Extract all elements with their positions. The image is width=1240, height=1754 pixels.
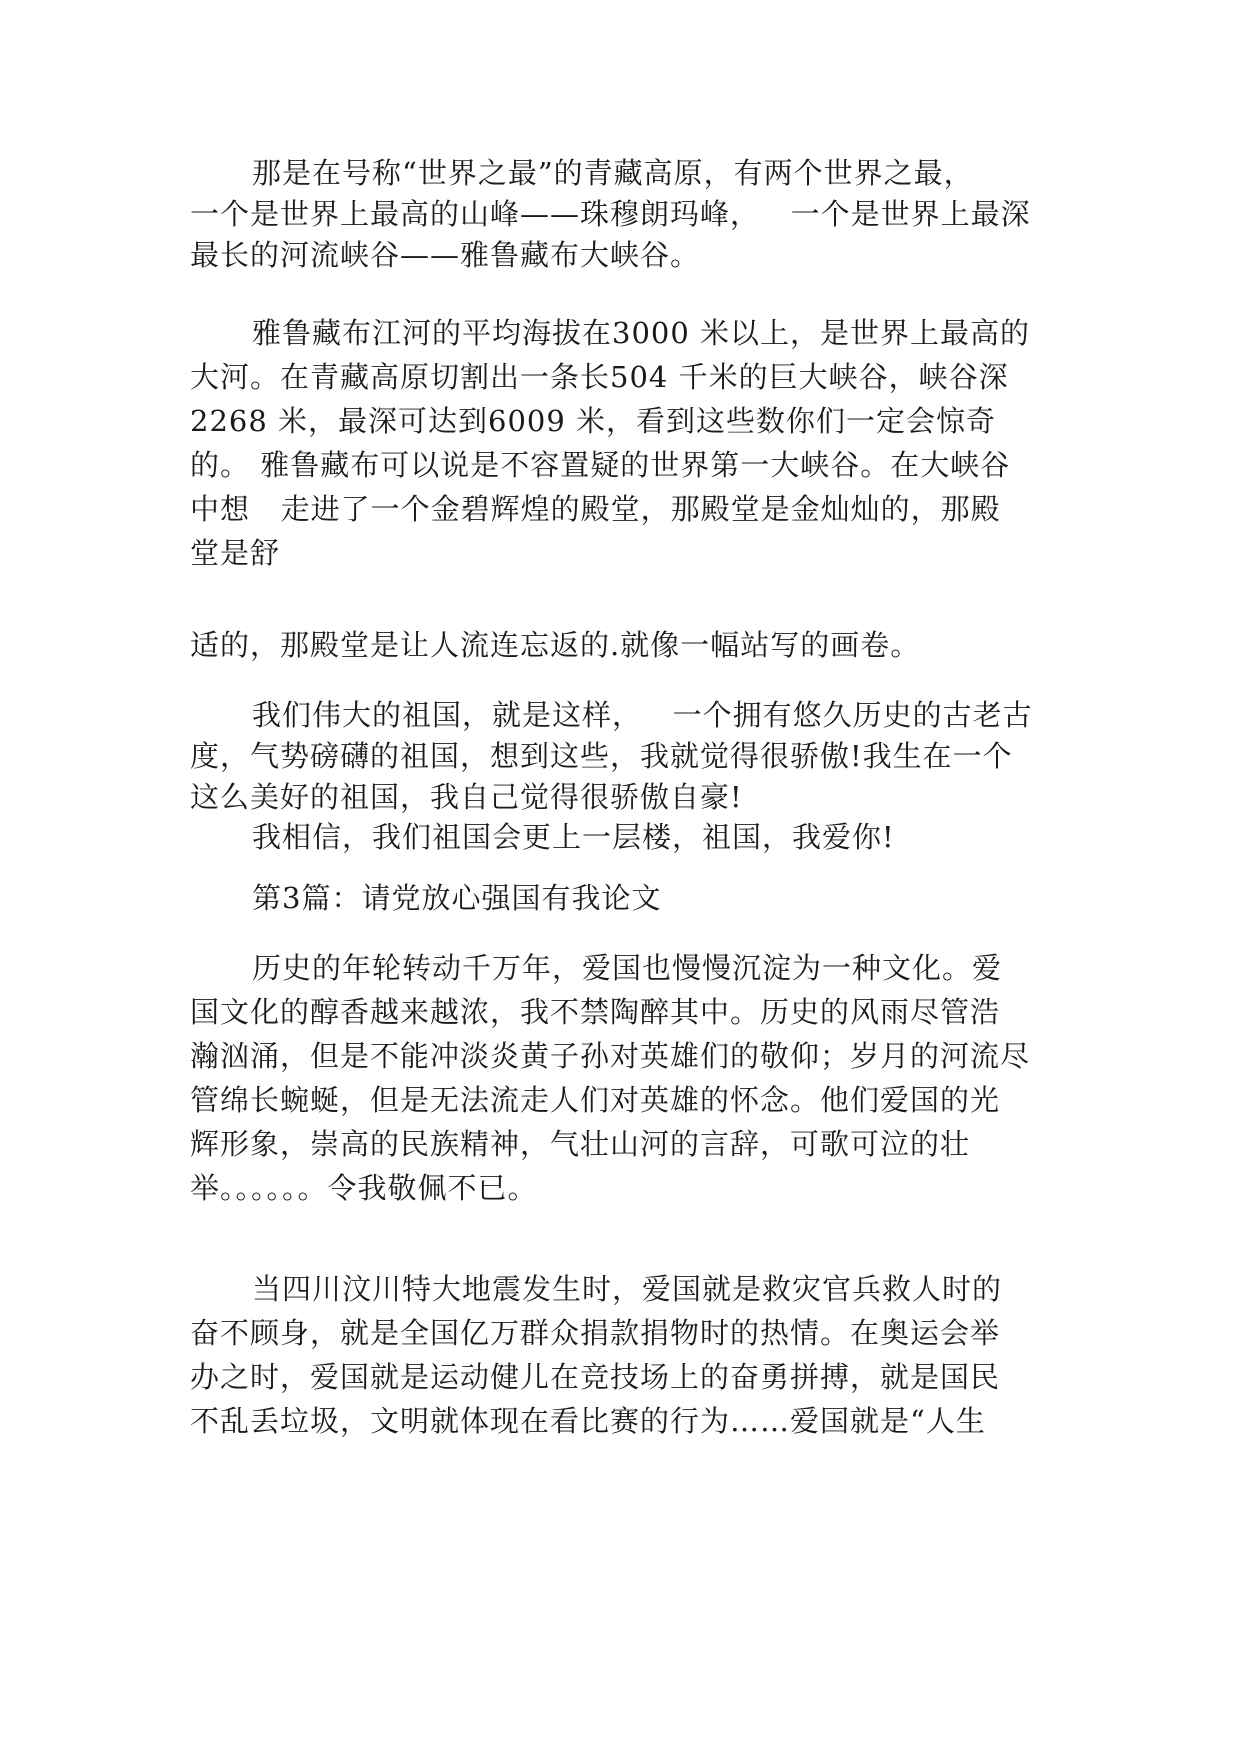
paragraph-qinghai-tibet [190,153,1070,276]
paragraph-motherland [190,695,1070,818]
text-line: 管绵长蜿蜒，但是无法流走人们对英雄的怀念。他们爱国的光 [190,1083,1001,1117]
text-line: 这么美好的祖国，我自己觉得很骄傲自豪! [190,780,743,814]
paragraph-yarlung-tsangpo [190,311,1070,575]
paragraph-wenchuan [190,1267,1070,1443]
text-line: 举。。。。。。令我敬佩不已。 [190,1171,538,1205]
text-line: 堂是舒 [190,536,281,570]
text-line: 我相信，我们祖国会更上一层楼，祖国，我爱你! [252,820,895,854]
text-line: 当四川汶川特大地震发生时，爱国就是救灾官兵救人时的 [252,1272,1003,1306]
section-heading [190,878,1070,919]
text-line: 适的，那殿堂是让人流连忘返的.就像一幅站写的画卷。 [190,628,921,662]
text-line: 的。 雅鲁藏布可以说是不容置疑的世界第一大峡谷。在大峡谷 [190,448,1011,482]
text-line: 历史的年轮转动千万年，爱国也慢慢沉淀为一种文化。爱 [252,951,1003,985]
text-line: 那是在号称“世界之最”的青藏高原，有两个世界之最， [252,156,974,190]
paragraph-believe [190,817,1070,858]
text-line: 2268 米，最深可达到6009 米，看到这些数你们一定会惊奇 [190,404,997,438]
text-line: 奋不顾身，就是全国亿万群众捐款捐物时的热情。在奥运会举 [190,1316,1001,1350]
text-line: 最长的河流峡谷——雅鲁藏布大峡谷。 [190,238,701,272]
paragraph-patriotism-history [190,946,1070,1210]
text-line: 瀚汹涌，但是不能冲淡炎黄子孙对英雄们的敬仰；岁月的河流尽 [190,1039,1031,1073]
section-title: 第3篇：请党放心强国有我论文 [252,881,662,915]
text-line: 一个是世界上最高的山峰——珠穆朗玛峰， 一个是世界上最深 [190,197,1031,231]
text-line: 办之时，爱国就是运动健儿在竞技场上的奋勇拼搏，就是国民 [190,1360,1001,1394]
text-line: 国文化的醇香越来越浓，我不禁陶醉其中。历史的风雨尽管浩 [190,995,1001,1029]
paragraph-continuation [190,625,1070,666]
text-line: 中想 走进了一个金碧辉煌的殿堂，那殿堂是金灿灿的，那殿 [190,492,1001,526]
text-line: 辉形象，崇高的民族精神，气壮山河的言辞，可歌可泣的壮 [190,1127,971,1161]
text-line: 不乱丢垃圾，文明就体现在看比赛的行为……爱国就是“人生 [190,1404,986,1438]
text-line: 我们伟大的祖国，就是这样， 一个拥有悠久历史的古老古 [252,698,1033,732]
text-line: 大河。在青藏高原切割出一条长504 千米的巨大峡谷，峡谷深 [190,360,1009,394]
text-line: 度，气势磅礴的祖国，想到这些，我就觉得很骄傲!我生在一个 [190,739,1013,773]
text-line: 雅鲁藏布江河的平均海拔在3000 米以上，是世界上最高的 [252,316,1031,350]
